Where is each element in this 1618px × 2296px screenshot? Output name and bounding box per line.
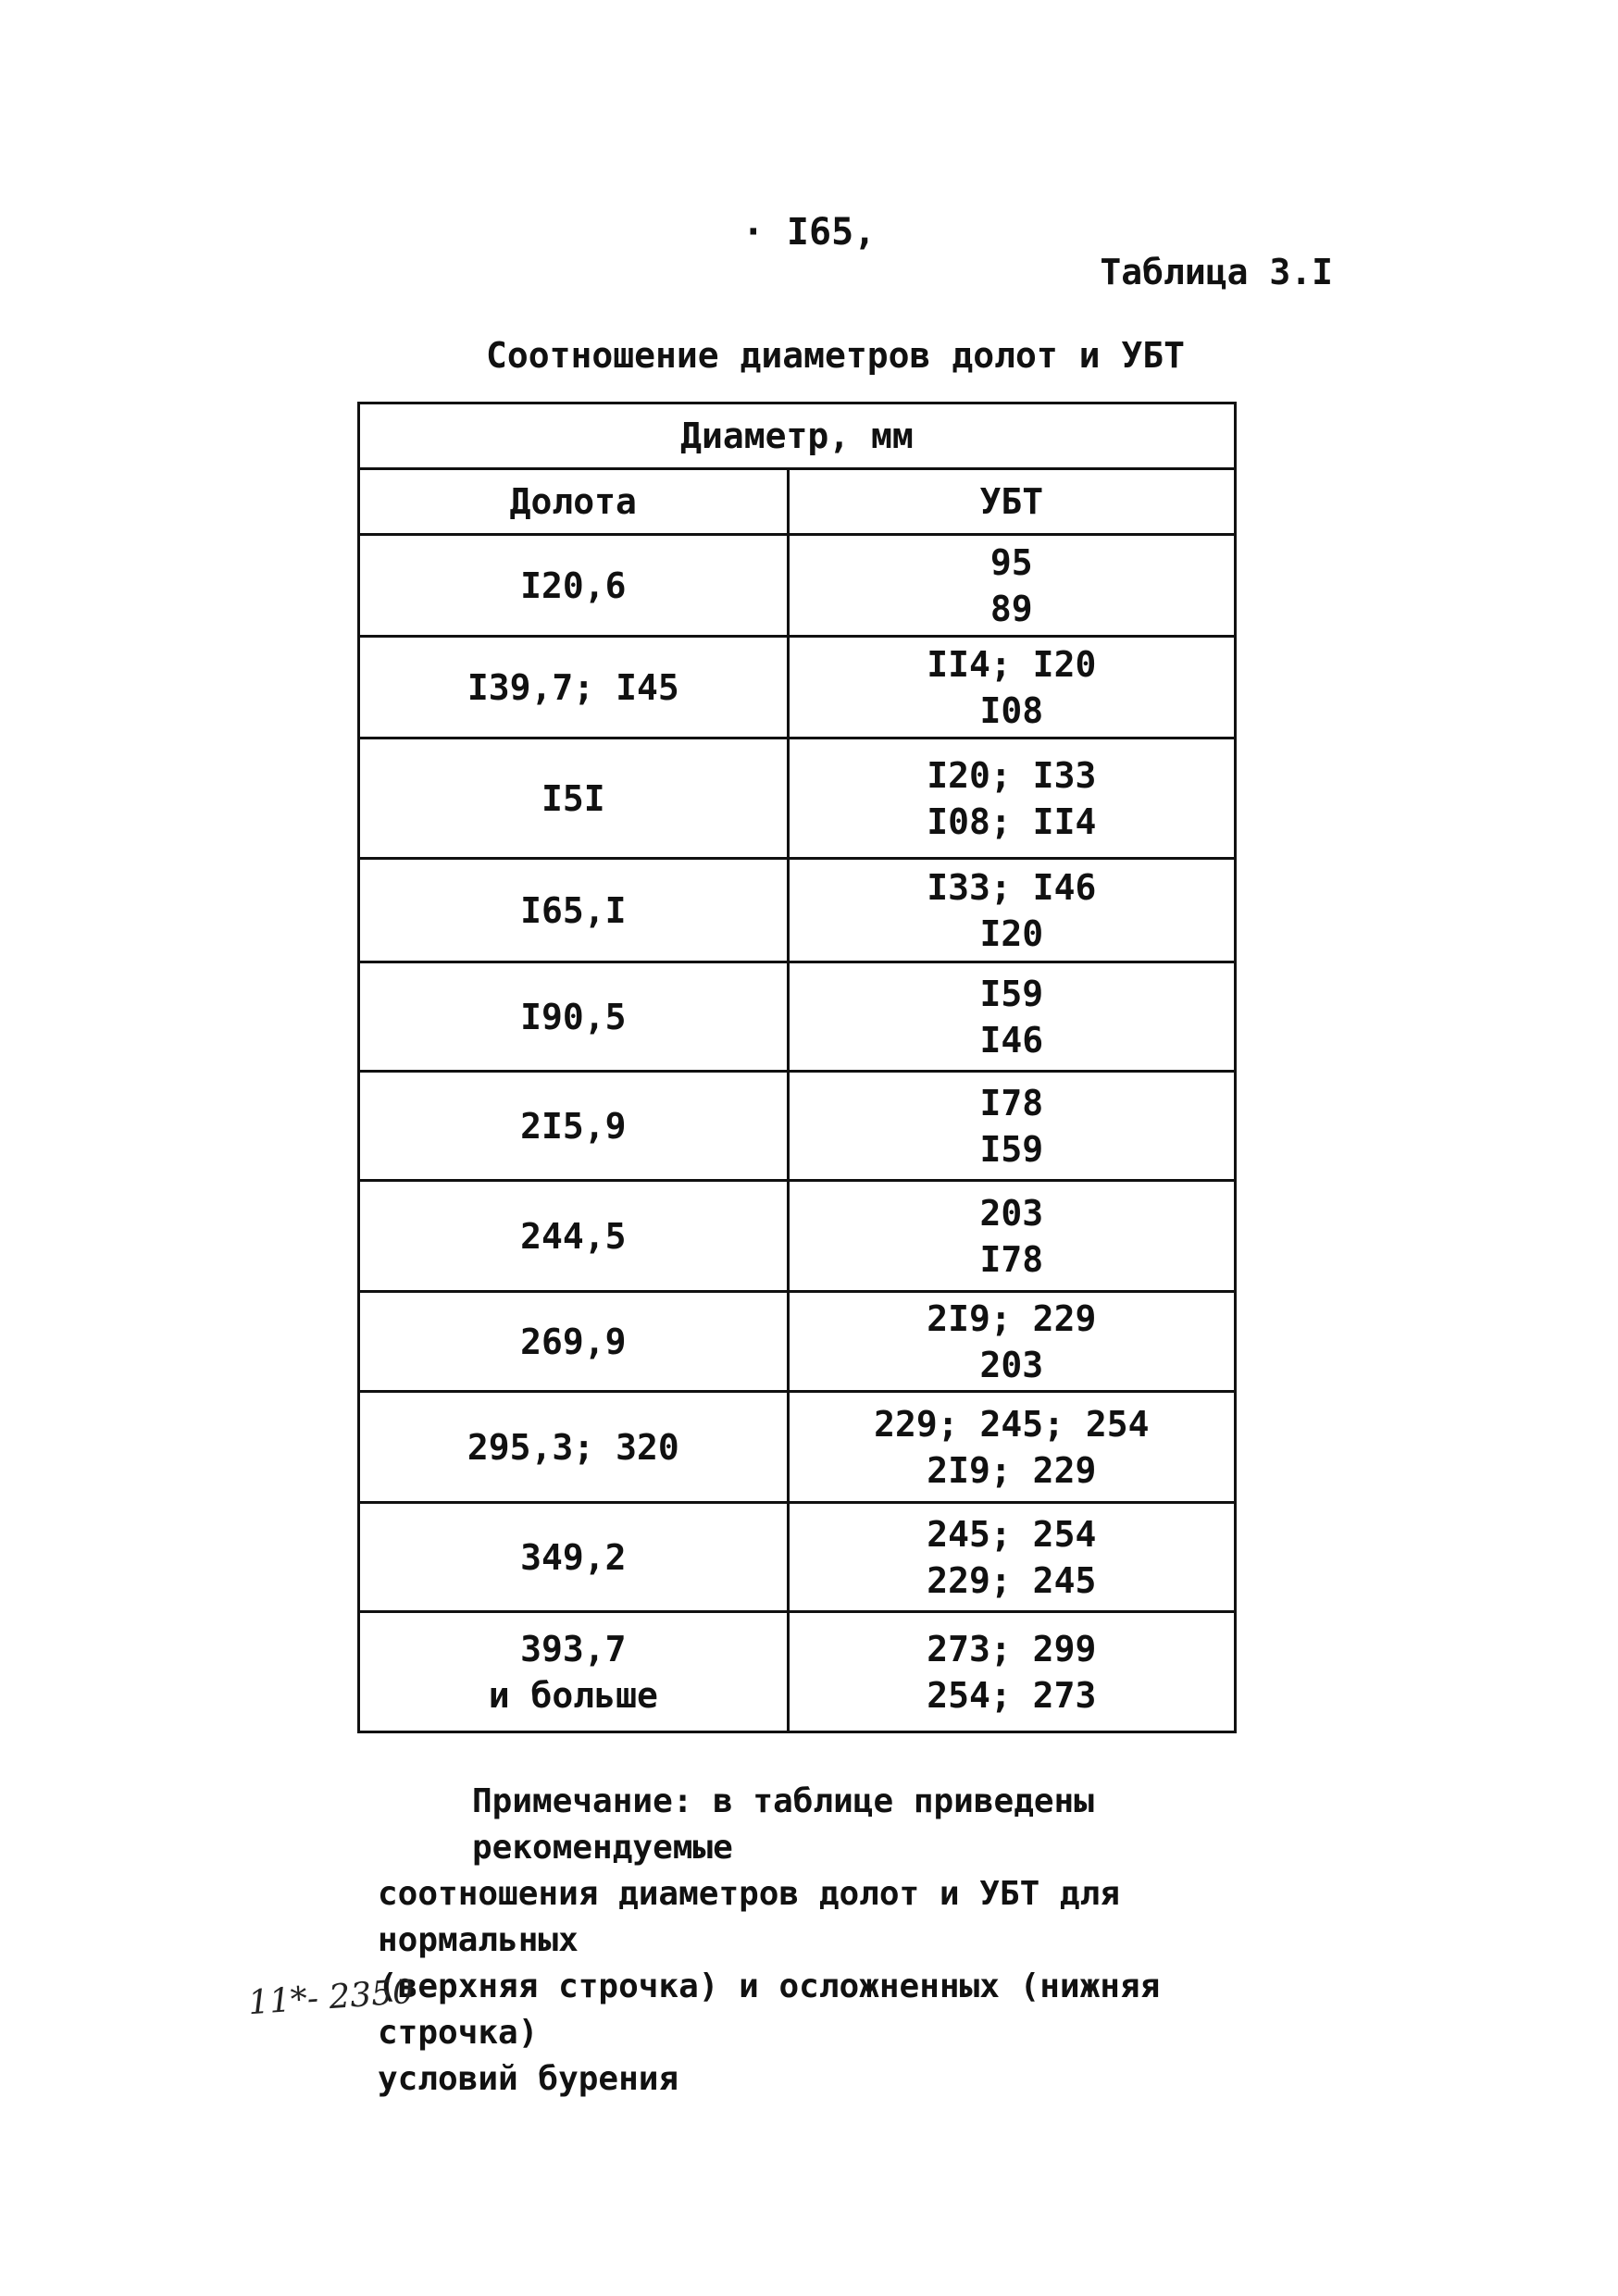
header-bits: Долота	[359, 469, 789, 535]
cell-bit-diameter	[359, 1612, 789, 1732]
table-body	[359, 535, 1236, 1732]
bit-value: 393,7	[520, 1628, 627, 1669]
cell-bit-diameter	[359, 1072, 789, 1181]
cell-ubt-diameter	[788, 1503, 1235, 1612]
cell-ubt-diameter	[788, 535, 1235, 637]
cell-bit-diameter	[359, 738, 789, 859]
ubt-value-normal: I33; I46	[927, 866, 1097, 908]
cell-bit-diameter	[359, 1392, 789, 1503]
cell-ubt-diameter	[788, 1181, 1235, 1292]
bit-value: I20,6	[520, 565, 627, 606]
ubt-value-complicated: 254; 273	[927, 1674, 1097, 1716]
page-number: · I65,	[741, 211, 877, 254]
table-row	[359, 535, 1236, 637]
ubt-value-normal: 245; 254	[927, 1513, 1097, 1555]
ubt-value-normal: 2I9; 229	[927, 1297, 1097, 1339]
table-subheader-row	[359, 469, 1236, 535]
table-row	[359, 1181, 1236, 1292]
ubt-value-normal: 95	[989, 541, 1033, 583]
ubt-value-normal: I78	[979, 1082, 1044, 1123]
cell-ubt-diameter	[788, 637, 1235, 738]
ubt-value-complicated: I08	[979, 689, 1044, 731]
bit-value: 2I5,9	[520, 1105, 627, 1147]
ubt-value-complicated: 229; 245	[927, 1559, 1097, 1601]
note-line-4: условий бурения	[378, 2060, 679, 2098]
ubt-value-normal: 273; 299	[927, 1628, 1097, 1669]
table-row	[359, 1292, 1236, 1392]
ubt-value-normal: I59	[979, 973, 1044, 1014]
table-note	[378, 1779, 1340, 2103]
table-row	[359, 637, 1236, 738]
note-line-1: Примечание: в таблице приведены рекомендуемые	[472, 1782, 1094, 1867]
cell-ubt-diameter	[788, 962, 1235, 1072]
ubt-value-normal: I20; I33	[927, 754, 1097, 796]
header-ubt: УБТ	[788, 469, 1235, 535]
bit-value: I5I	[541, 777, 605, 819]
note-line-3: (верхняя строчка) и осложненных (нижняя строчка)	[378, 1967, 1161, 2052]
ubt-value-normal: 229; 245; 254	[874, 1403, 1150, 1445]
ubt-value-complicated: 89	[989, 588, 1033, 629]
cell-ubt-diameter	[788, 859, 1235, 962]
bit-value: I39,7; I45	[467, 666, 679, 708]
bit-value: и больше	[488, 1674, 658, 1716]
ubt-value-complicated: I08; II4	[927, 800, 1097, 842]
ubt-value-normal: 203	[979, 1192, 1044, 1234]
table-row	[359, 1392, 1236, 1503]
ubt-value-complicated: I20	[979, 912, 1044, 954]
table-row	[359, 962, 1236, 1072]
cell-ubt-diameter	[788, 1072, 1235, 1181]
ubt-value-complicated: I78	[979, 1238, 1044, 1280]
table-row	[359, 1503, 1236, 1612]
cell-bit-diameter	[359, 1181, 789, 1292]
cell-bit-diameter	[359, 637, 789, 738]
cell-ubt-diameter	[788, 1612, 1235, 1732]
table-row	[359, 738, 1236, 859]
cell-bit-diameter	[359, 535, 789, 637]
cell-ubt-diameter	[788, 1392, 1235, 1503]
table-header-row	[359, 403, 1236, 469]
cell-bit-diameter	[359, 1503, 789, 1612]
bit-value: I90,5	[520, 996, 627, 1037]
cell-bit-diameter	[359, 1292, 789, 1392]
cell-bit-diameter	[359, 962, 789, 1072]
note-line-2: соотношения диаметров долот и УБТ для нормальных	[378, 1875, 1120, 1959]
ubt-value-complicated: 2I9; 229	[927, 1449, 1097, 1491]
handwritten-mark: 11*- 2350	[246, 1972, 416, 2023]
ubt-value-complicated: I46	[979, 1019, 1044, 1061]
diameter-table	[357, 402, 1237, 1733]
bit-value: 349,2	[520, 1536, 627, 1578]
cell-bit-diameter	[359, 859, 789, 962]
bit-value: 244,5	[520, 1215, 627, 1257]
ubt-value-normal: II4; I20	[927, 643, 1097, 685]
ubt-value-complicated: 203	[979, 1344, 1044, 1385]
header-diameter: Диаметр, мм	[359, 403, 1236, 469]
bit-value: 295,3; 320	[467, 1426, 679, 1468]
table-label: Таблица 3.I	[1100, 252, 1333, 292]
cell-ubt-diameter	[788, 1292, 1235, 1392]
cell-ubt-diameter	[788, 738, 1235, 859]
ubt-value-complicated: I59	[979, 1128, 1044, 1170]
bit-value: 269,9	[520, 1321, 627, 1362]
table-row	[359, 1612, 1236, 1732]
table-row	[359, 1072, 1236, 1181]
bit-value: I65,I	[520, 889, 627, 931]
document-title: Соотношение диаметров долот и УБТ	[486, 335, 1185, 376]
table-row	[359, 859, 1236, 962]
